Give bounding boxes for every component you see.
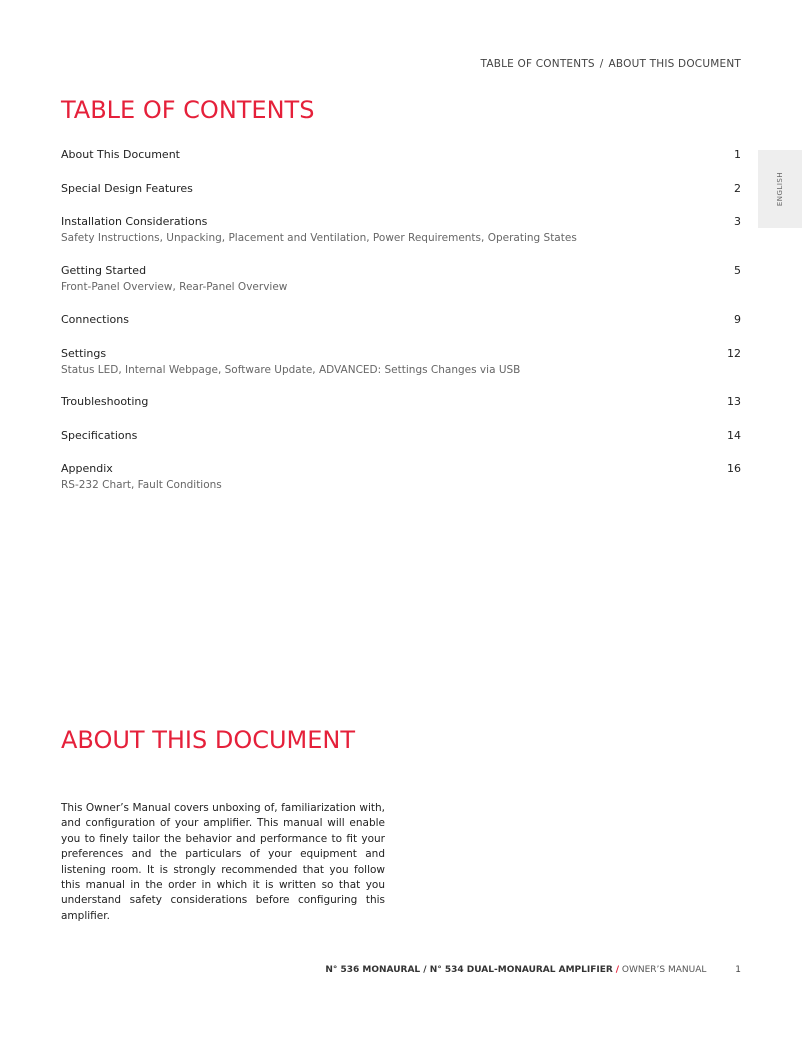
toc-entry-title: Installation Considerations [61,215,208,228]
toc-entry-subtitle: Safety Instructions, Unpacking, Placement and Ventilation, Power Requirements, Operating States [61,232,577,244]
toc-entry-title: Troubleshooting [61,395,149,408]
toc-entry-page: 14 [727,429,741,442]
toc-entry-troubleshooting[interactable] [61,394,741,428]
running-header-separator: / [599,58,604,70]
toc-entry-title: Special Design Features [61,182,193,195]
about-body: This Owner’s Manual covers unboxing of, familiarization with, and configuration of your amplifier. This manual will enable you to finely tailor the behavior and performance to fit your preferences and the particulars of your equipment and listening room. It is strongly recommended that you follow this manual in the order in which it is written so that you understand safety considerations before configuring this amplifier. [61,802,385,922]
footer-models: N° 536 MONAURAL / N° 534 DUAL-MONAURAL AMPLIFIER [325,965,613,975]
toc-entry-title: Specifications [61,429,138,442]
toc-entry-page: 9 [734,313,741,326]
toc-entry-title: About This Document [61,148,180,161]
toc-entry-subtitle: Status LED, Internal Webpage, Software Update, ADVANCED: Settings Changes via USB [61,364,521,376]
toc-entry-title: Settings [61,347,107,360]
footer-page-number: 1 [735,965,741,975]
language-tab [758,150,802,228]
toc-entry-page: 2 [734,182,741,195]
toc-entry-page: 13 [727,395,741,408]
toc-entry-page: 16 [727,462,741,475]
toc-entry-title: Appendix [61,462,113,475]
toc-entry-subtitle: RS-232 Chart, Fault Conditions [61,479,222,491]
toc-entry-design-features[interactable] [61,181,741,214]
footer-document-type: OWNER’S MANUAL [621,965,707,975]
running-header [481,58,741,70]
table-of-contents [61,147,741,495]
running-header-right: ABOUT THIS DOCUMENT [608,58,741,70]
toc-entry-settings[interactable] [61,346,741,394]
footer-separator: / [615,965,619,975]
toc-entry-page: 3 [734,215,741,228]
toc-entry-title: Getting Started [61,264,147,277]
toc-entry-page: 5 [734,264,741,277]
toc-entry-about[interactable] [61,147,741,181]
toc-entry-getting-started[interactable] [61,263,741,312]
toc-entry-page: 12 [727,347,741,360]
toc-entry-specifications[interactable] [61,428,741,461]
toc-entry-appendix[interactable] [61,461,741,495]
toc-title: TABLE OF CONTENTS [61,96,315,124]
toc-entry-installation[interactable] [61,214,741,263]
toc-entry-title: Connections [61,313,129,326]
toc-entry-subtitle: Front-Panel Overview, Rear-Panel Overview [61,281,288,293]
toc-entry-connections[interactable] [61,312,741,346]
about-title: ABOUT THIS DOCUMENT [61,726,356,754]
language-tab-label: ENGLISH [776,171,784,207]
toc-entry-page: 1 [734,148,741,161]
page-footer [325,965,741,975]
running-header-left: TABLE OF CONTENTS [480,58,595,70]
